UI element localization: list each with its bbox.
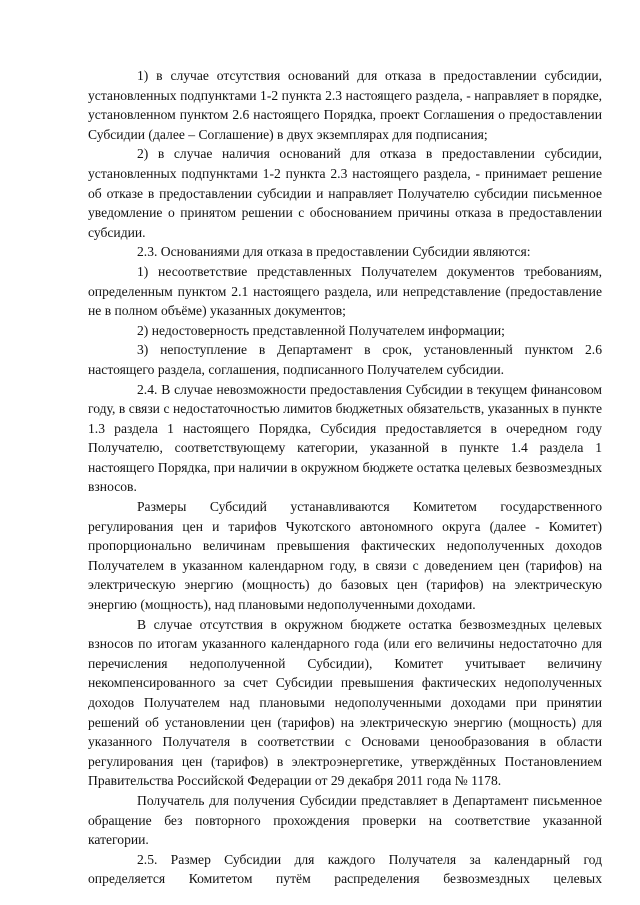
paragraph-2-3-heading: 2.3. Основаниями для отказа в предоставлении Субсидии являются: (137, 244, 531, 260)
paragraph-2-3-item-2: 2) недостоверность представленной Получателем информации; (137, 322, 505, 338)
paragraph-2-3-item-3: 3) непоступление в Департамент в срок, установленный пунктом 2.6 настоящего раздела, соглашения, подписанного Получателем субсидии. (88, 342, 602, 377)
paragraph-subitem-2: 2) в случае наличия оснований для отказа в предоставлении субсидии, установленных подпунктами 1-2 пункта 2.3 настоящего раздела, - принимает решение об отказе в предоставлении субсидии и направляет Получателю субсидии письменное уведомление о принятом решении с обоснованием причины отказа в предоставлении субсидии. (88, 146, 602, 240)
paragraph-recipient-request: Получатель для получения Субсидии представляет в Департамент письменное обращение без повторного прохождения проверки на соответствие указанной категории. (88, 792, 602, 848)
paragraph-2-4: 2.4. В случае невозможности предоставления Субсидии в текущем финансовом году, в связи с недостаточностью лимитов бюджетных обязательств, указанных в пункте 1.3 раздела 1 настоящего Порядка, Субсидия предоставляется в очередном году Получателю, соответствующему категории, указанной в пункте 1.4 раздела 1 настоящего Порядка, при наличии в окружном бюджете остатка целевых безвозмездных взносов. (88, 381, 602, 495)
paragraph-subsidy-amounts: Размеры Субсидий устанавливаются Комитетом государственного регулирования цен и тарифов Чукотского автономного округа (далее - Комитет) пропорционально величинам превышения фактических недополученных доходов Получателем в указанном календарном году, в связи с доведением цен (тарифов) на электрическую энергию (мощность) до базовых цен (тарифов) на электрическую энергию (мощность), над плановыми недополученными доходами. (88, 499, 602, 613)
paragraph-subitem-1: 1) в случае отсутствия оснований для отказа в предоставлении субсидии, установленных подпунктами 1-2 пункта 2.3 настоящего раздела, - направляет в порядке, установленном пунктом 2.6 настоящего Порядка, проект Соглашения о предоставлении Субсидии (далее – Соглашение) в двух экземплярах для подписания; (88, 68, 602, 142)
paragraph-no-balance-case: В случае отсутствия в окружном бюджете остатка безвозмездных целевых взносов по итогам указанного календарного года (или его величины недостаточно для перечисления недополученной Субсидии), Комитет учитывает величину некомпенсированного за счет Субсидии превышения фактических недополученных доходов Получателем над плановыми недополученными доходами при принятии решений об установлении цен (тарифов) на электрическую энергию (мощность) для указанного Получателя в соответствии с Основами ценообразования в области регулирования цен (тарифов) в электроэнергетике, утверждённых Постановлением Правительства Российской Федерации от 29 декабря 2011 года № 1178. (88, 616, 602, 789)
paragraph-2-5: 2.5. Размер Субсидии для каждого Получателя за календарный год определяется Комитетом путём распределения безвозмездных целевых (88, 851, 602, 887)
document-body (88, 66, 602, 889)
paragraph-2-3-item-1: 1) несоответствие представленных Получателем документов требованиям, определенным пунктом 2.1 настоящего раздела, или непредставление (предоставление не в полном объёме) указанных документов; (88, 263, 602, 319)
